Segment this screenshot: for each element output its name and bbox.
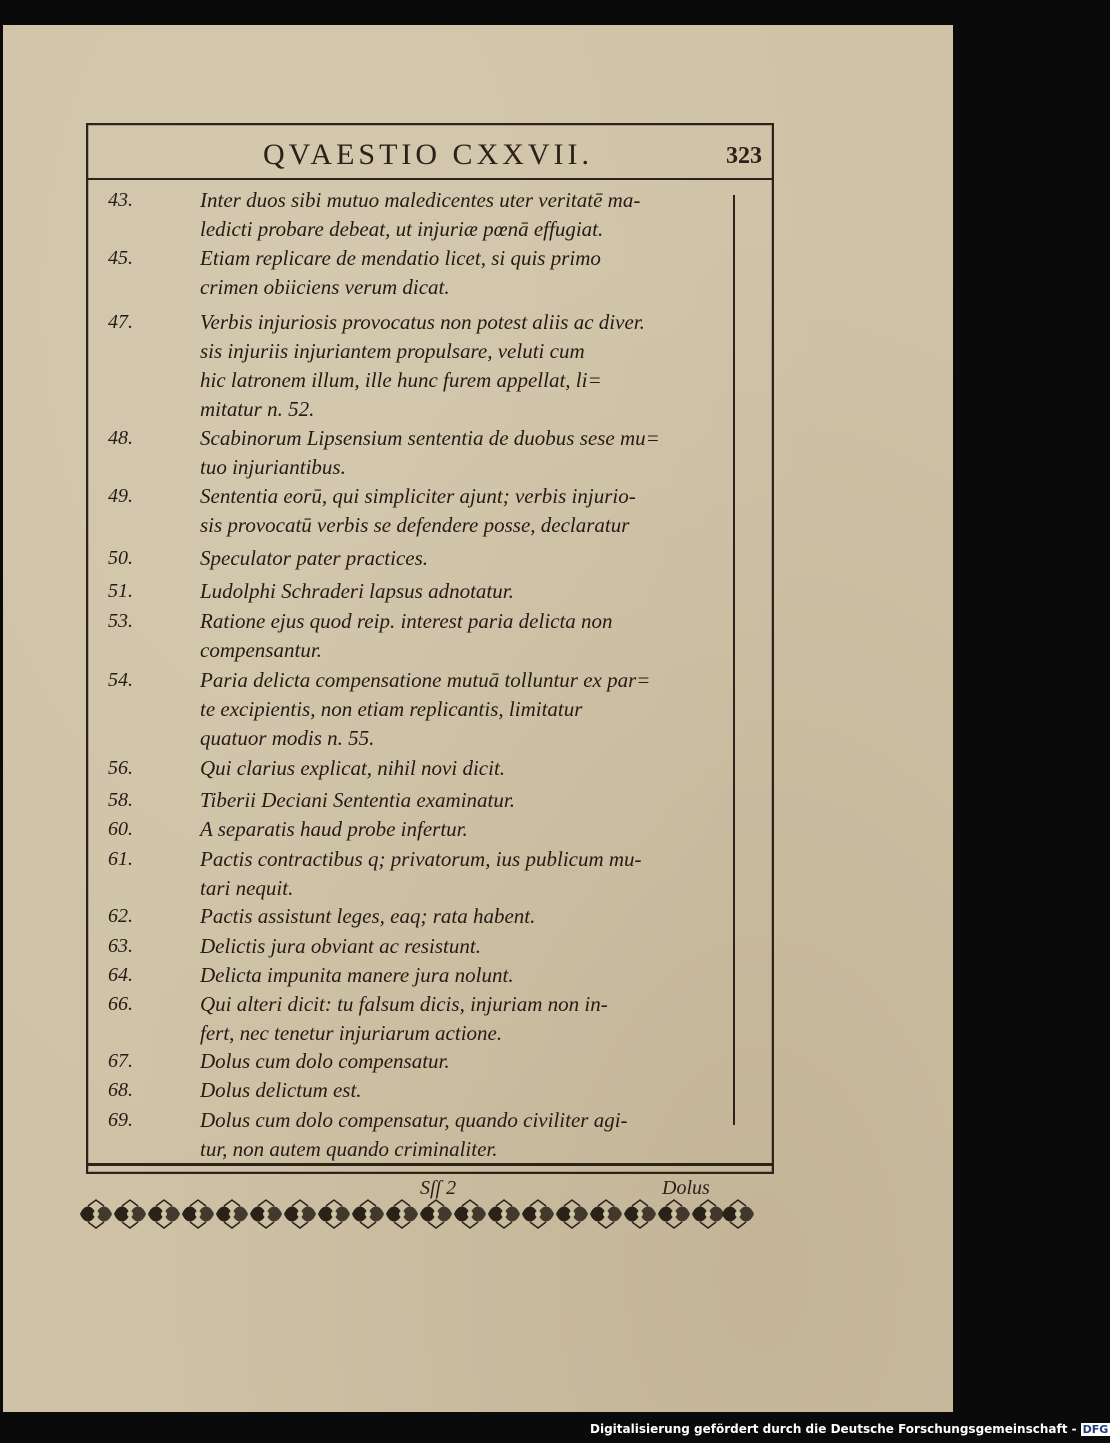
entry-line: Ratione ejus quod reip. interest paria delicta non (200, 609, 613, 633)
entry-text (200, 1076, 720, 1105)
entry-line: ledicti probare debeat, ut injuriæ pœnā effugiat. (200, 217, 604, 241)
entry-line: te excipientis, non etiam replicantis, limitatur (200, 697, 583, 721)
entry-number: 61. (108, 848, 133, 870)
entry-line: tuo injuriantibus. (200, 455, 346, 479)
entry-number: 49. (108, 485, 133, 507)
entry-line: compensantur. (200, 638, 322, 662)
entry-number: 45. (108, 247, 133, 269)
bottom-rule (86, 1163, 772, 1166)
entry-text (200, 961, 720, 990)
entry-line: Inter duos sibi mutuo maledicentes uter veritatē ma- (200, 188, 641, 212)
entry-number: 54. (108, 669, 133, 691)
entry-line: crimen obiiciens verum dicat. (200, 275, 450, 299)
entry-line: Dolus cum dolo compensatur, quando civiliter agi- (200, 1108, 628, 1132)
entry-line: Tiberii Deciani Sententia examinatur. (200, 788, 515, 812)
page-number: 323 (726, 143, 762, 169)
entry-number: 47. (108, 311, 133, 333)
entry-number: 69. (108, 1109, 133, 1131)
entry-number: 43. (108, 189, 133, 211)
entry-text (200, 932, 720, 961)
entry-line: Speculator pater practices. (200, 546, 429, 570)
entry-line: Sententia eorū, qui simpliciter ajunt; verbis injurio- (200, 484, 636, 508)
entry-line: Dolus delictum est. (200, 1078, 362, 1102)
entry-number: 60. (108, 818, 133, 840)
entry-text (200, 244, 720, 302)
digitization-credit (590, 1422, 1110, 1436)
entry-text (200, 607, 720, 665)
entry-number: 58. (108, 789, 133, 811)
signature-mark: Sſſ 2 (420, 1177, 457, 1199)
entry-line: mitatur n. 52. (200, 397, 315, 421)
entry-text (200, 544, 720, 573)
dfg-logo: DFG (1082, 1423, 1109, 1436)
entry-number: 48. (108, 427, 133, 449)
entry-line: Dolus cum dolo compensatur. (200, 1049, 450, 1073)
entry-number: 64. (108, 964, 133, 986)
catchword: Dolus (662, 1177, 710, 1199)
entry-line: fert, nec tenetur injuriarum actione. (200, 1021, 503, 1045)
entry-line: tari nequit. (200, 876, 294, 900)
entry-line: Delicta impunita manere jura nolunt. (200, 963, 514, 987)
entry-text (200, 815, 720, 844)
entry-line: Ludolphi Schraderi lapsus adnotatur. (200, 579, 514, 603)
entry-number: 62. (108, 905, 133, 927)
entry-text (200, 577, 720, 606)
entry-line: A separatis haud probe infertur. (200, 817, 468, 841)
entry-line: quatuor modis n. 55. (200, 726, 375, 750)
entry-text (200, 308, 720, 424)
entry-text (200, 424, 720, 482)
ornament-band (76, 1200, 756, 1228)
entry-text (200, 845, 720, 903)
entry-line: sis injuriis injuriantem propulsare, veluti cum (200, 339, 585, 363)
entry-number: 50. (108, 547, 133, 569)
entry-text (200, 786, 720, 815)
entry-line: Pactis contractibus q; privatorum, ius publicum mu- (200, 847, 642, 871)
entry-line: Etiam replicare de mendatio licet, si quis primo (200, 246, 601, 270)
entry-number: 66. (108, 993, 133, 1015)
entry-line: tur, non autem quando criminaliter. (200, 1137, 498, 1161)
entry-line: Qui clarius explicat, nihil novi dicit. (200, 756, 506, 780)
entry-number: 51. (108, 580, 133, 602)
entry-line: Delictis jura obviant ac resistunt. (200, 934, 481, 958)
entry-text (200, 902, 720, 931)
entry-text (200, 1047, 720, 1076)
entry-number: 67. (108, 1050, 133, 1072)
entry-text (200, 482, 720, 540)
entry-line: Pactis assistunt leges, eaq; rata habent. (200, 904, 536, 928)
entry-number: 68. (108, 1079, 133, 1101)
credit-text: Digitalisierung gefördert durch die Deutsche Forschungsgemeinschaft - (590, 1422, 1077, 1436)
entry-text (200, 1106, 720, 1164)
entry-line: Scabinorum Lipsensium sententia de duobus sese mu= (200, 426, 660, 450)
ornament-fleurons (80, 1200, 754, 1228)
entry-line: Verbis injuriosis provocatus non potest aliis ac diver. (200, 310, 645, 334)
entry-line: hic latronem illum, ille hunc furem appellat, li= (200, 368, 602, 392)
entry-line: Paria delicta compensatione mutuā tolluntur ex par= (200, 668, 651, 692)
entry-line: Qui alteri dicit: tu falsum dicis, injuriam non in- (200, 992, 608, 1016)
entry-number: 63. (108, 935, 133, 957)
entry-text (200, 990, 720, 1048)
entry-text (200, 666, 720, 753)
running-title: QVAESTIO CXXVII. (262, 138, 594, 171)
entry-text (200, 186, 720, 244)
entry-line: sis provocatū verbis se defendere posse, declaratur (200, 513, 630, 537)
entry-text (200, 754, 720, 783)
entry-number: 56. (108, 757, 133, 779)
entry-number: 53. (108, 610, 133, 632)
